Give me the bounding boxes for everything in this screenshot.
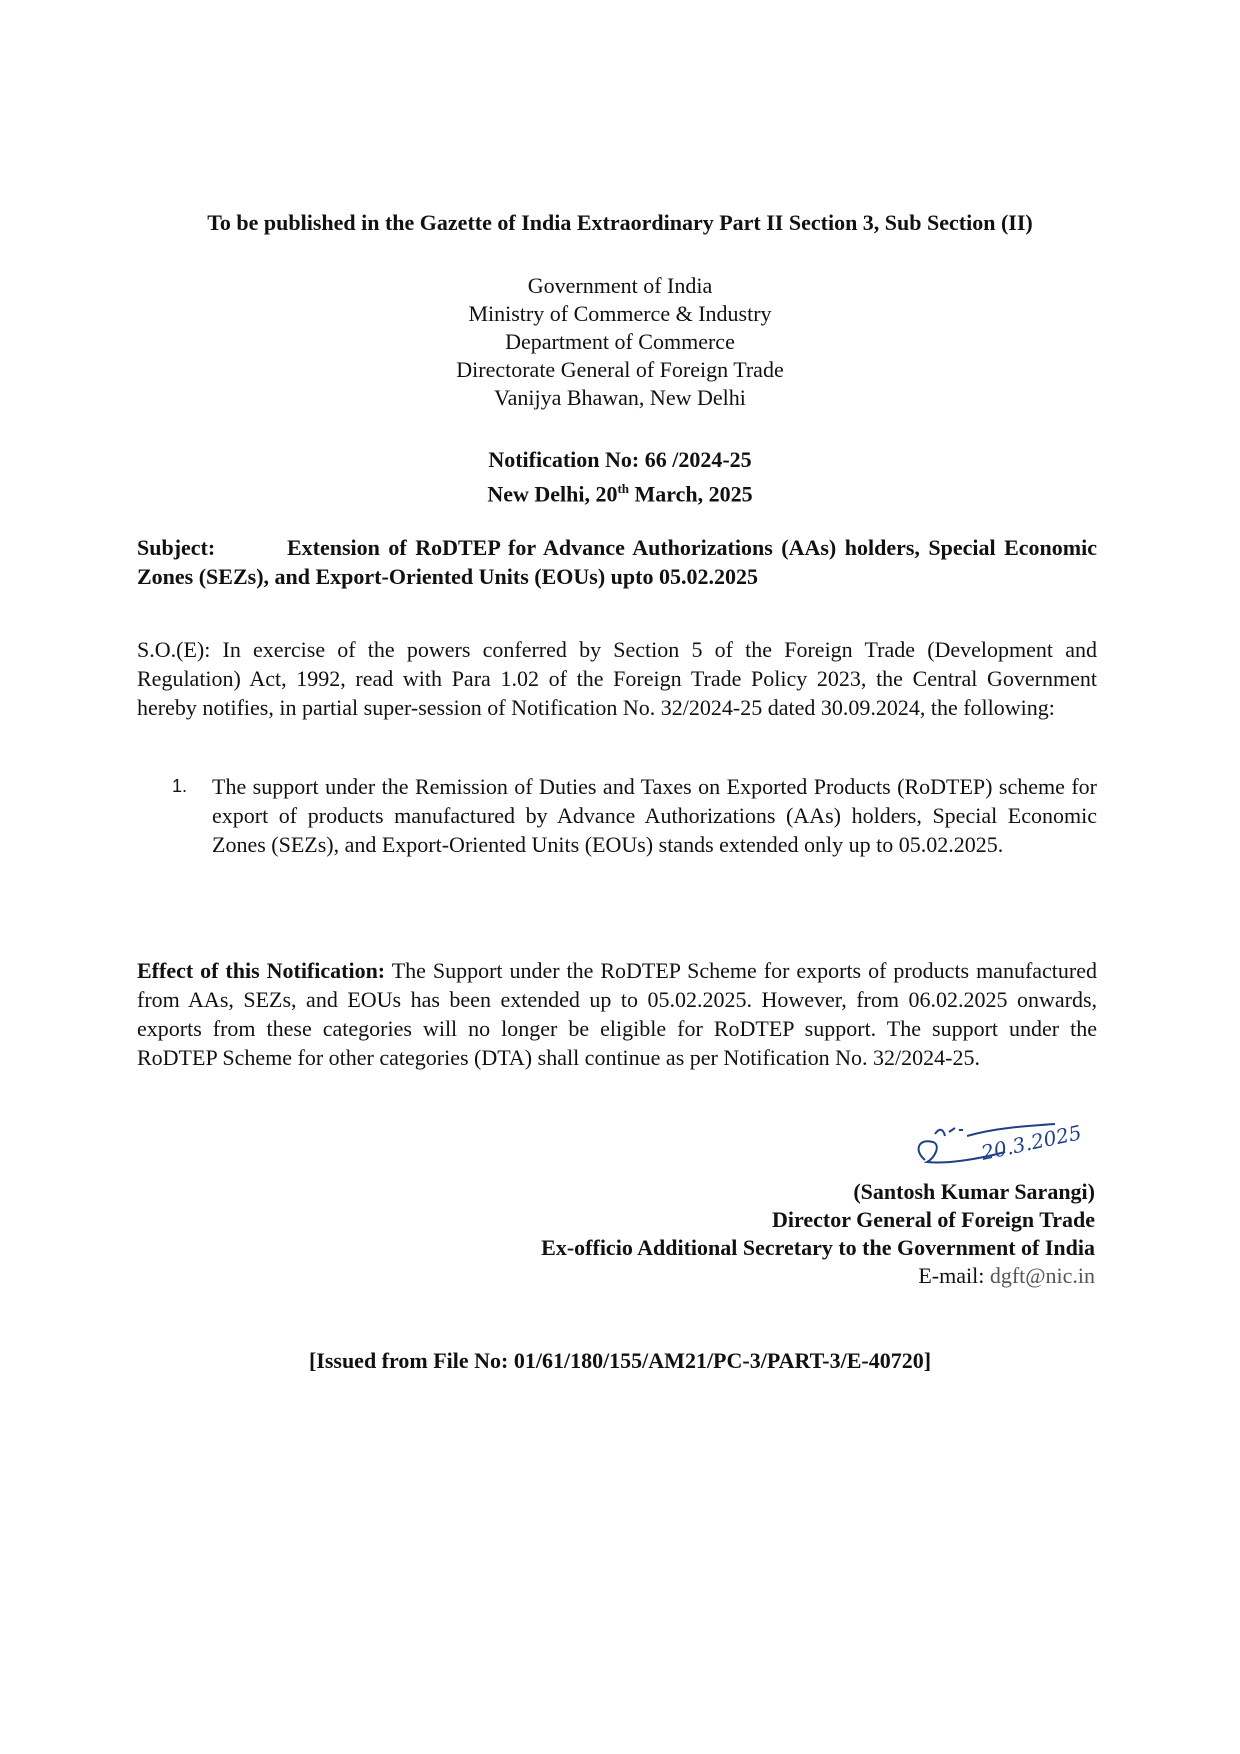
handwritten-date: 20.3.2025 [979,1120,1084,1165]
subject-label: Subject: [137,535,216,560]
preamble-paragraph: S.O.(E): In exercise of the powers conferred by Section 5 of the Foreign Trade (Development and Regulation) Act, 1992, read with Para 1.02 of the Foreign Trade Policy 2023, the Central Government hereby notifies, in partial super-session of Notification No. 32/2024-25 dated 30.09.2024, the following: [137,637,1097,720]
org-line-directorate: Directorate General of Foreign Trade [456,357,784,382]
notification-date-superscript: th [617,481,630,496]
list-item-number: 1. [172,776,188,796]
subject-line [137,533,1097,591]
notification-header [0,445,1240,508]
org-line-department: Department of Commerce [505,329,735,354]
signatory-email [541,1262,1095,1290]
notification-date-suffix: March, 2025 [629,481,753,507]
notification-number: Notification No: 66 /2024-25 [488,447,752,472]
email-link[interactable]: dgft@nic.in [989,1263,1095,1288]
list-item [172,772,1097,859]
email-label: E-mail: [918,1263,990,1288]
issuing-authority-block [0,272,1240,412]
org-line-ministry: Ministry of Commerce & Industry [468,301,772,326]
org-line-address: Vanijya Bhawan, New Delhi [494,385,746,410]
subject-text: Extension of RoDTEP for Advance Authorizations (AAs) holders, Special Economic Zones (SEZs), and Export-Oriented Units (EOUs) upto 05.02.2025 [137,535,1097,589]
effect-paragraph [137,956,1097,1072]
notification-date-prefix: New Delhi, 20 [487,481,618,507]
file-reference: [Issued from File No: 01/61/180/155/AM21/PC-3/PART-3/E-40720] [308,1348,932,1373]
signatory-block [541,1178,1095,1290]
signatory-title: Director General of Foreign Trade [772,1207,1095,1232]
effect-label: Effect of this Notification: [137,958,386,983]
handwritten-signature [905,1120,1105,1180]
org-line-government: Government of India [527,273,713,298]
gazette-publication-line: To be published in the Gazette of India Extraordinary Part II Section 3, Sub Section (II) [207,210,1033,235]
effect-text: The Support under the RoDTEP Scheme for exports of products manufactured from AAs, SEZs, and EOUs has been extended up to 05.02.2025. However, from 06.02.2025 onwards, exports from these categories will no longer be eligible for RoDTEP support. The support under the RoDTEP Scheme for other categories (DTA) shall continue as per Notification No. 32/2024-25. [137,958,1098,1070]
list-item-text: The support under the Remission of Duties and Taxes on Exported Products (RoDTEP) scheme for export of products manufactured by Advance Authorizations (AAs) holders, Special Economic Zones (SEZs), and Export-Oriented Units (EOUs) stands extended only up to 05.02.2025. [212,774,1097,857]
signatory-name: (Santosh Kumar Sarangi) [853,1179,1095,1204]
notification-date [0,474,1240,508]
signatory-ex-officio-title: Ex-officio Additional Secretary to the Government of India [541,1235,1095,1260]
signature-scribble-icon [905,1120,1105,1180]
